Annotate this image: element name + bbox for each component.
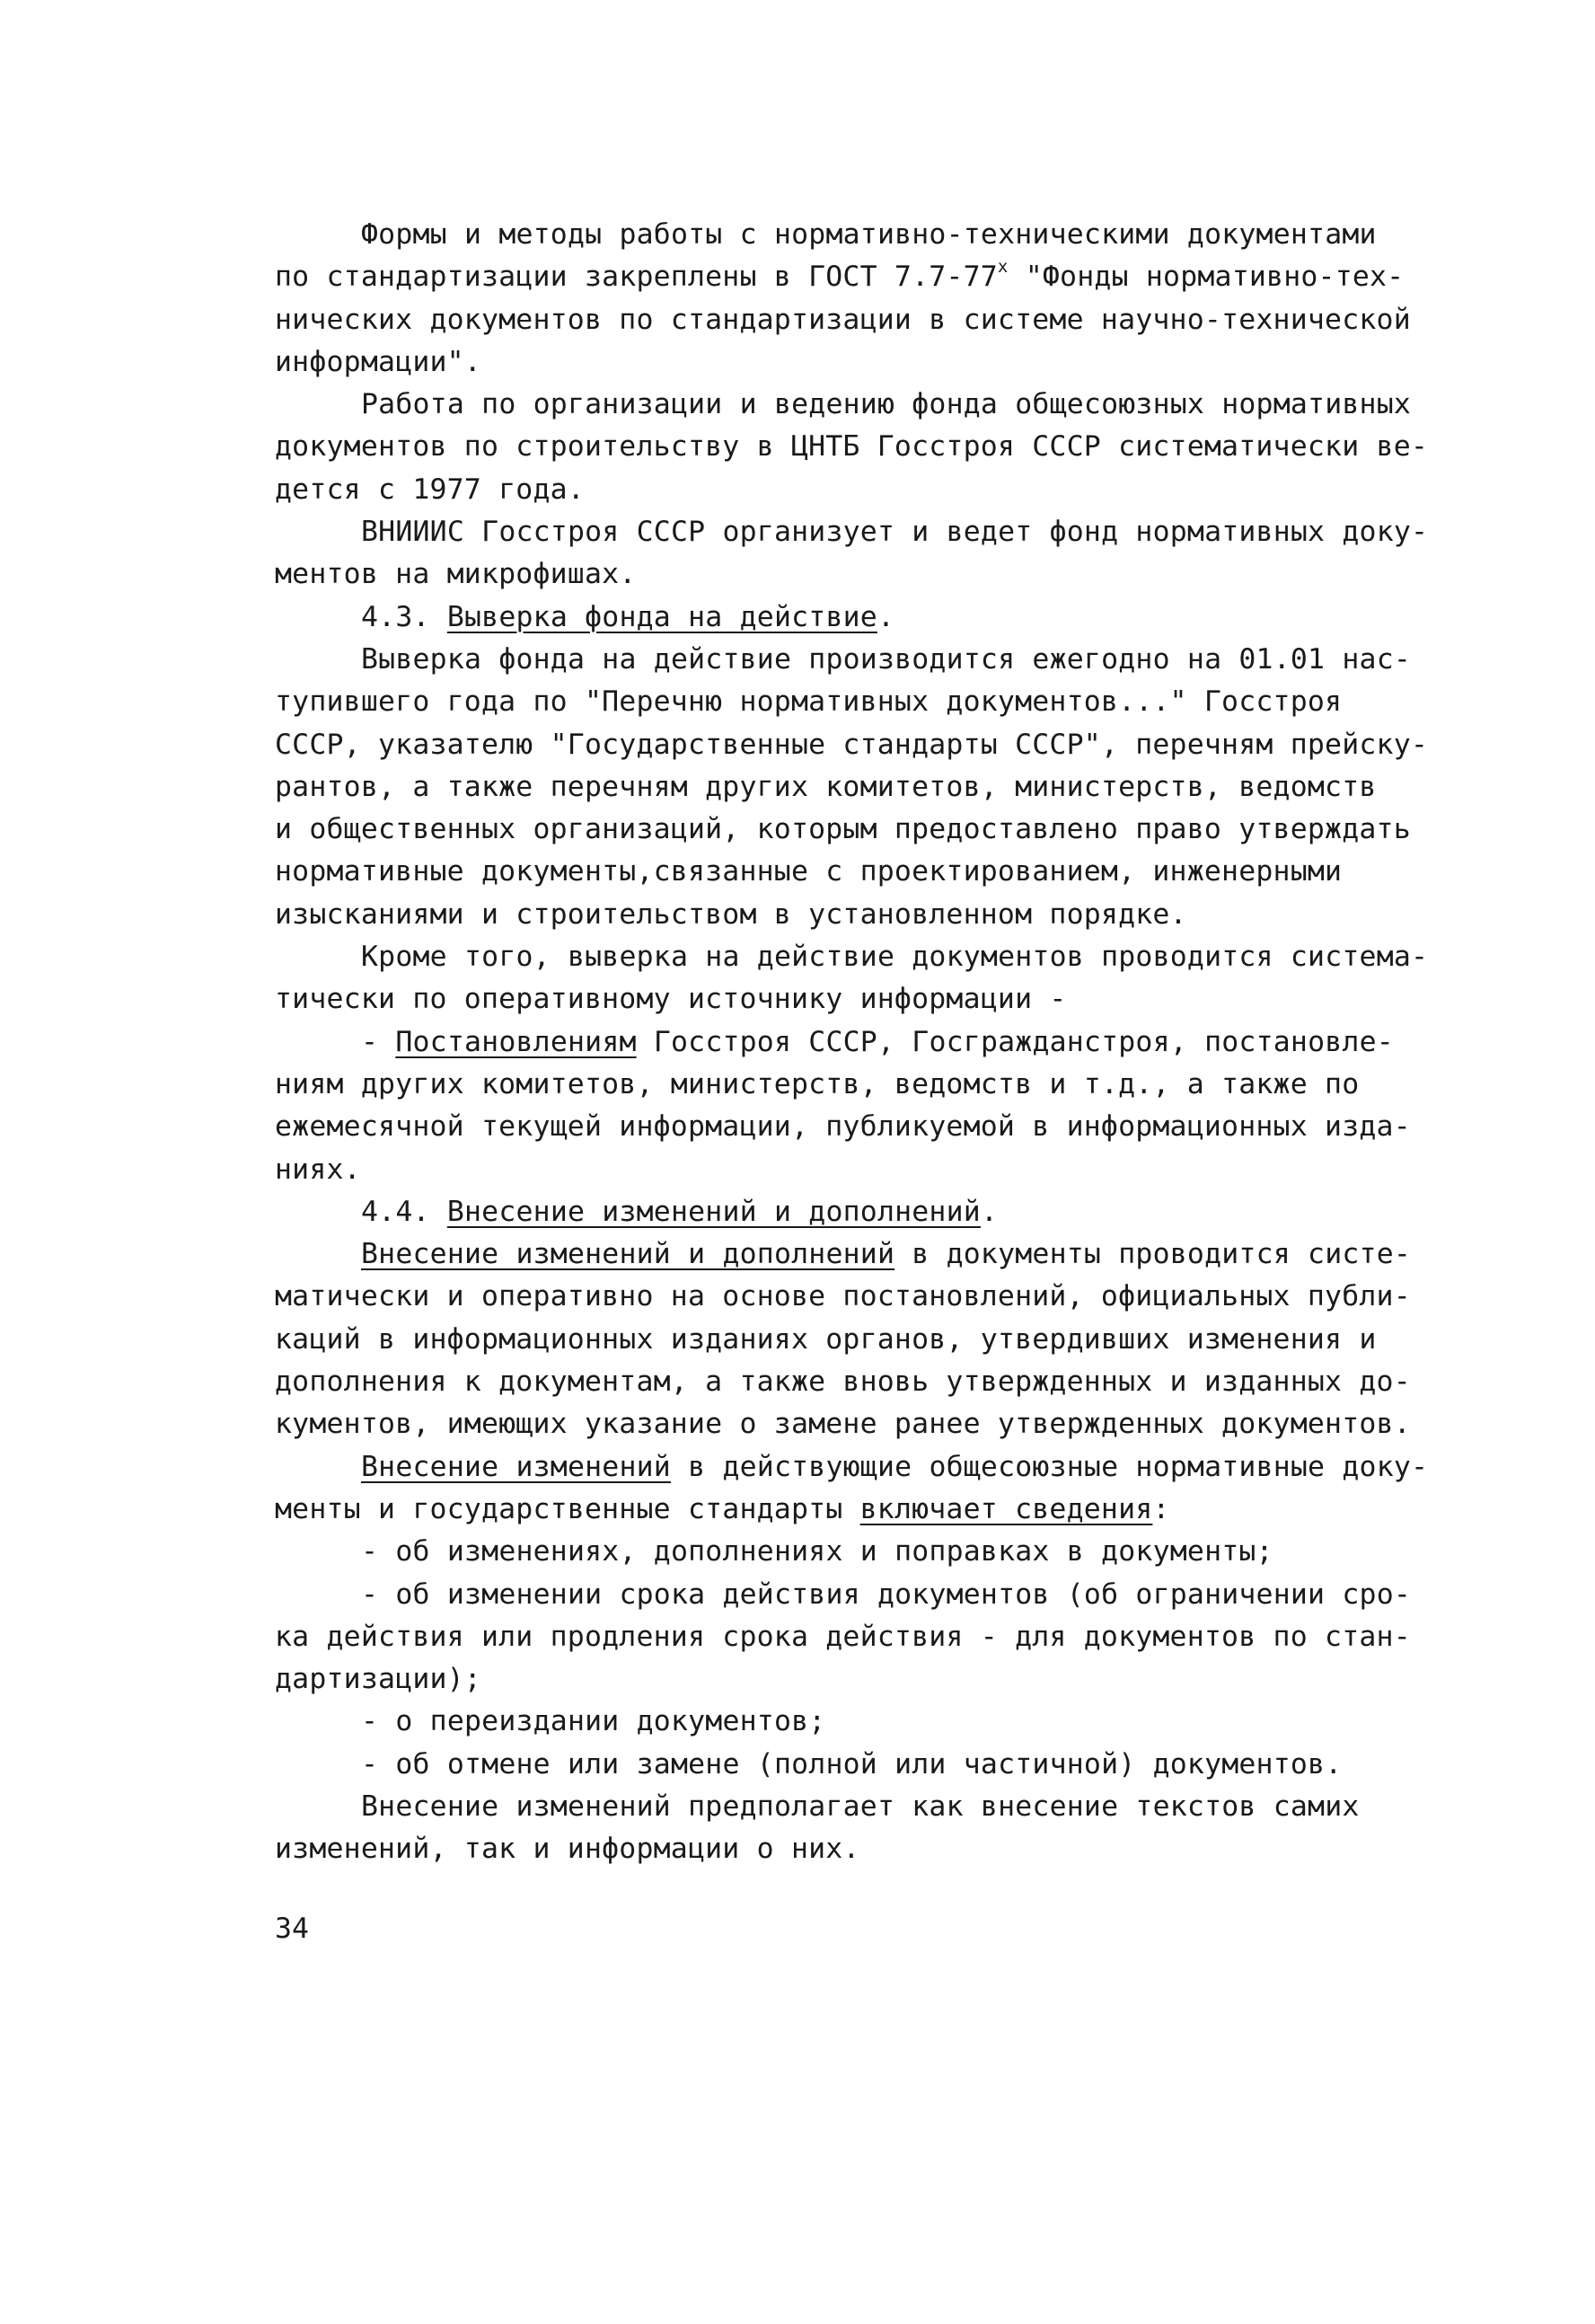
text-line: Работа по организации и ведению фонда общесоюзных нормативных xyxy=(361,388,1412,421)
list-item: - об изменениях, дополнениях и поправках в документы; xyxy=(361,1535,1273,1568)
text-run: в документы проводится систе- xyxy=(894,1238,1412,1271)
text-line xyxy=(275,1233,1426,1276)
text-line: кументов, имеющих указание о замене ранее утвержденных документов. xyxy=(275,1408,1411,1441)
text-line: тупившего года по "Перечню нормативных документов..." Госстроя xyxy=(275,685,1343,719)
superscript-mark: х xyxy=(997,256,1009,277)
text-run: - xyxy=(361,1025,396,1058)
text-line: тически по оперативному источнику информации - xyxy=(275,983,1067,1016)
section-number: 4.3. xyxy=(361,600,447,633)
text-line: дартизации); xyxy=(275,1663,481,1696)
text-line xyxy=(275,1489,1426,1531)
list-item: - о переиздании документов; xyxy=(361,1705,826,1738)
list-item: - об изменении срока действия документов (об ограничении сро- xyxy=(361,1577,1412,1611)
text-run: . xyxy=(980,1195,999,1228)
text-line xyxy=(275,1446,1429,1489)
text-line: ниям других комитетов, министерств, ведомств и т.д., а также по xyxy=(275,1067,1360,1100)
text-line: ниях. xyxy=(275,1153,361,1186)
underlined-text: Постановлениям xyxy=(395,1025,637,1058)
text-line: Формы и методы работы с нормативно-техническими документами xyxy=(361,218,1377,251)
text-line: каций в информационных изданиях органов, утвердивших изменения и xyxy=(275,1322,1377,1356)
text-line: Выверка фонда на действие производится ежегодно на 01.01 нас- xyxy=(361,642,1412,676)
text-line xyxy=(275,1021,1426,1064)
text-line: изысканиями и строительством в установленном порядке. xyxy=(275,897,1187,931)
text-line: и общественных организаций, которым предоставлено право утверждать xyxy=(275,813,1411,846)
text-line: матически и оперативно на основе постановлений, официальных публи- xyxy=(275,1280,1411,1313)
section-title: Внесение изменений и дополнений xyxy=(446,1195,981,1228)
text-line: ежемесячной текущей информации, публикуемой в информационных изда- xyxy=(275,1110,1411,1144)
text-run: Госстроя СССР, Госгражданстроя, постановле- xyxy=(636,1025,1394,1058)
text-run: по стандартизации закреплены в ГОСТ 7.7-77 xyxy=(275,261,998,294)
text-line xyxy=(275,256,1426,298)
text-line: нических документов по стандартизации в системе научно-технической xyxy=(275,303,1411,336)
text-line: ка действия или продления срока действия - для документов по стан- xyxy=(275,1620,1411,1653)
text-run: : xyxy=(1152,1492,1170,1525)
section-title: Выверка фонда на действие xyxy=(446,600,877,633)
underlined-text: Внесение изменений xyxy=(361,1450,671,1483)
text-run: в действующие общесоюзные нормативные доку- xyxy=(670,1450,1429,1483)
text-line: рантов, а также перечням других комитетов, министерств, ведомств xyxy=(275,770,1377,803)
text-run: "Фонды нормативно-тех- xyxy=(1008,261,1405,294)
section-heading-4-4 xyxy=(275,1191,1426,1233)
section-number: 4.4. xyxy=(361,1195,447,1228)
text-line: СССР, указателю "Государственные стандарты СССР", перечням прейску- xyxy=(275,728,1429,761)
text-line: документов по строительству в ЦНТБ Госстроя СССР систематически ве- xyxy=(275,430,1429,464)
text-line: нормативные документы,связанные с проектированием, инженерными xyxy=(275,855,1343,888)
list-item: - об отмене или замене (полной или частичной) документов. xyxy=(361,1747,1343,1781)
text-run: . xyxy=(877,600,895,633)
text-run: менты и государственные стандарты xyxy=(275,1492,860,1525)
text-line: ментов на микрофишах. xyxy=(275,558,637,591)
page-number: 34 xyxy=(275,1913,309,1945)
underlined-text: Внесение изменений и дополнений xyxy=(361,1238,895,1271)
text-line: Внесение изменений предполагает как внесение текстов самих xyxy=(361,1789,1360,1823)
text-line: информации". xyxy=(275,345,481,378)
text-line: дется с 1977 года. xyxy=(275,473,585,506)
text-line: Кроме того, выверка на действие документов проводится система- xyxy=(361,941,1429,974)
section-heading-4-3 xyxy=(275,596,1426,639)
text-line: изменений, так и информации о них. xyxy=(275,1833,860,1866)
underlined-text: включает сведения xyxy=(859,1492,1153,1525)
text-line: дополнения к документам, а также вновь утвержденных и изданных до- xyxy=(275,1365,1411,1399)
body-text xyxy=(275,214,1429,1871)
text-line: ВНИИИС Госстроя СССР организует и ведет фонд нормативных доку- xyxy=(361,516,1429,549)
